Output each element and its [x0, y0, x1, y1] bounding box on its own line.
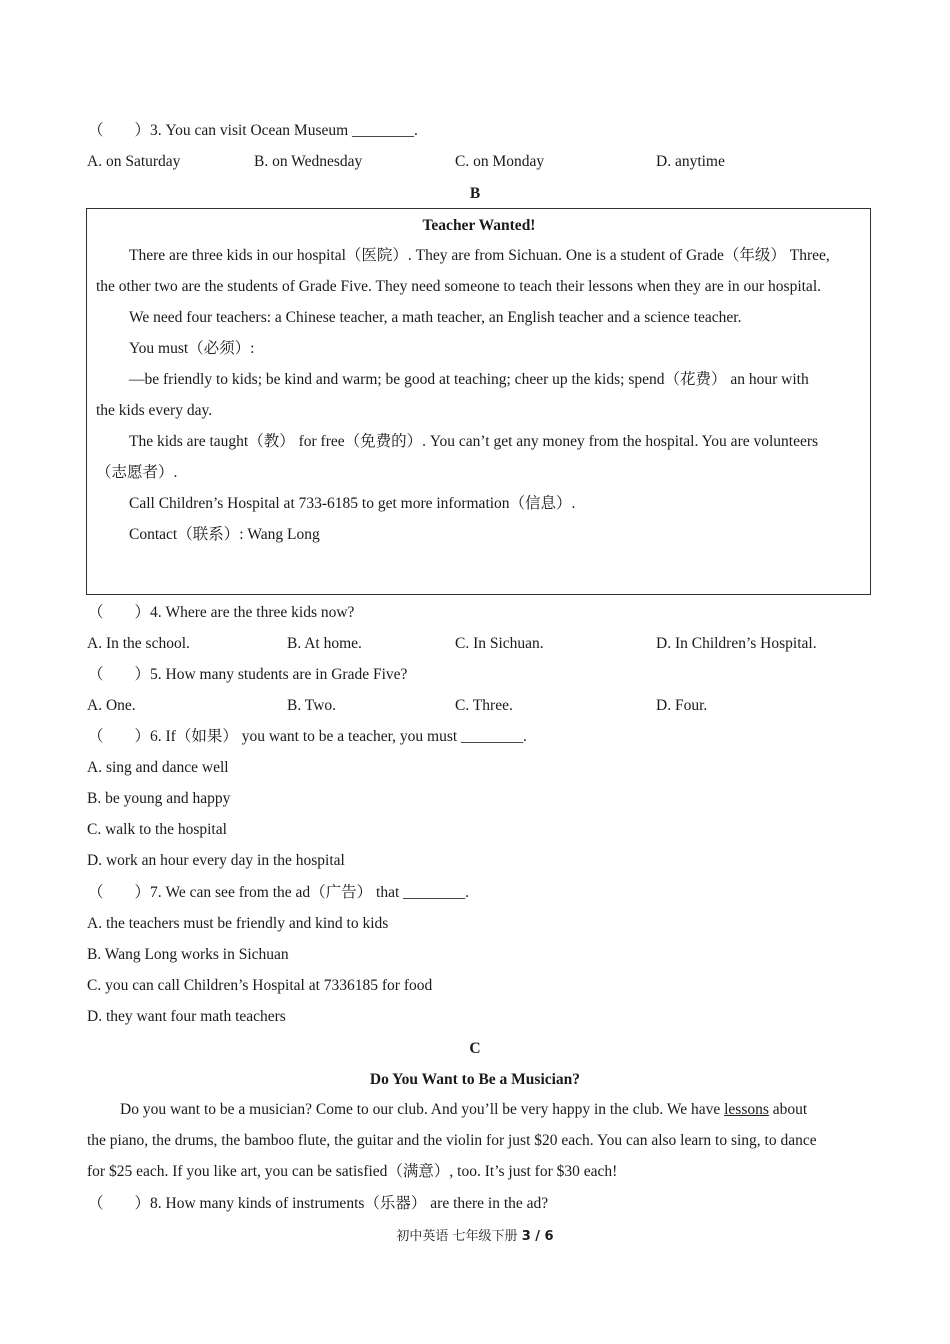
q4-stem: （ ）4. Where are the three kids now? — [88, 604, 355, 621]
q7-option-d: D. they want four math teachers — [87, 1008, 286, 1025]
ad-paragraph-2: We need four teachers: a Chinese teacher, a math teacher, an English teacher and a science teacher. — [129, 309, 742, 326]
q6-option-d: D. work an hour every day in the hospital — [87, 852, 345, 869]
ad-title: Teacher Wanted! — [422, 217, 536, 234]
ad-paragraph-4-line-2: the kids every day. — [96, 402, 213, 419]
q3-option-c: C. on Monday — [455, 153, 545, 170]
section-c-line-1-b: about — [768, 1101, 808, 1118]
section-c-letter: C — [469, 1040, 481, 1057]
ad-paragraph-7: Contact（联系）: Wang Long — [129, 526, 320, 543]
page-footer — [0, 1225, 950, 1244]
q7-stem: （ ）7. We can see from the ad（广告） that ________. — [88, 884, 470, 901]
section-c-title: Do You Want to Be a Musician? — [369, 1071, 581, 1088]
q5-option-a: A. One. — [87, 697, 136, 714]
q5-option-d: D. Four. — [656, 697, 708, 714]
ad-paragraph-5-line-2: （志愿者）. — [96, 464, 178, 481]
ad-paragraph-1-line-2: the other two are the students of Grade Five. They need someone to teach their lessons when they are in our hospital. — [96, 278, 821, 295]
q8-stem: （ ）8. How many kinds of instruments（乐器） are there in the ad? — [88, 1195, 549, 1212]
section-c-line-2: the piano, the drums, the bamboo flute, the guitar and the violin for just $20 each. You can also learn to sing, to dance — [87, 1132, 817, 1149]
ad-paragraph-6: Call Children’s Hospital at 733-6185 to get more information（信息）. — [129, 495, 576, 512]
ad-paragraph-3: You must（必须）: — [129, 340, 255, 357]
section-c-line-1 — [120, 1100, 807, 1120]
q5-option-b: B. Two. — [287, 697, 337, 714]
q4-option-c: C. In Sichuan. — [455, 635, 544, 652]
q4-option-b: B. At home. — [287, 635, 362, 652]
q6-option-b: B. be young and happy — [87, 790, 231, 807]
section-b-letter: B — [469, 185, 481, 202]
q6-stem: （ ）6. If（如果） you want to be a teacher, you must ________. — [88, 728, 527, 745]
ad-paragraph-4-line-1: —be friendly to kids; be kind and warm; be good at teaching; cheer up the kids; spend（花费） an hour with — [129, 371, 809, 388]
q6-option-a: A. sing and dance well — [87, 759, 229, 776]
q6-option-c: C. walk to the hospital — [87, 821, 227, 838]
ad-paragraph-5-line-1: The kids are taught（教） for free（免费的）. You can’t get any money from the hospital. You are volunteers — [129, 433, 819, 450]
q5-stem: （ ）5. How many students are in Grade Five? — [88, 666, 408, 683]
q5-option-c: C. Three. — [455, 697, 513, 714]
q3-option-b: B. on Wednesday — [254, 153, 363, 170]
q7-option-c: C. you can call Children’s Hospital at 7336185 for food — [87, 977, 433, 994]
q3-stem: （ ）3. You can visit Ocean Museum ________. — [88, 122, 418, 139]
q7-option-b: B. Wang Long works in Sichuan — [87, 946, 289, 963]
section-c-line-1-a: Do you want to be a musician? Come to our club. And you’ll be very happy in the club. We have — [120, 1101, 725, 1118]
footer-text: 初中英语 七年级下册 — [396, 1229, 522, 1244]
q4-option-a: A. In the school. — [87, 635, 190, 652]
ad-paragraph-1-line-1: There are three kids in our hospital（医院）. They are from Sichuan. One is a student of Grade（年级） Three, — [129, 247, 830, 264]
underlined-word: lessons — [724, 1101, 769, 1118]
q7-option-a: A. the teachers must be friendly and kind to kids — [87, 915, 389, 932]
section-c-line-3: for $25 each. If you like art, you can be satisfied（满意）, too. It’s just for $30 each! — [87, 1163, 618, 1180]
page-number: 3 / 6 — [521, 1229, 554, 1244]
q3-option-d: D. anytime — [656, 153, 725, 170]
q3-option-a: A. on Saturday — [87, 153, 181, 170]
q4-option-d: D. In Children’s Hospital. — [656, 635, 817, 652]
